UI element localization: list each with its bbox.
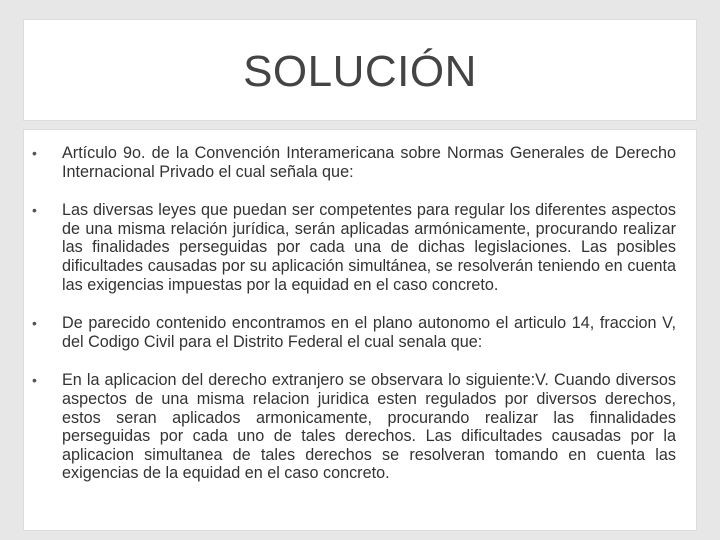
bullet-icon: • <box>32 202 37 219</box>
bullet-list <box>24 144 696 483</box>
bullet-icon: • <box>32 145 37 161</box>
bullet-text: Artículo 9o. de la Convención Interamericana sobre Normas Generales de Derecho Internacional Privado el cual señala que: <box>62 144 676 181</box>
bullet-item <box>24 371 696 483</box>
bullet-text: En la aplicacion del derecho extranjero se observara lo siguiente:V. Cuando diversos aspectos de una misma relacion juridica esten regulados por diversos derechos, estos seran aplicados armonicamente, procurando realizar las finnalidades perseguidas por cada uno de tales derechos. Las dificultades causadas por la aplicacion simultanea de tales derechos se resolveran tomando en cuenta las exigencias de la equidad en el caso concreto. <box>62 371 676 483</box>
bullet-text: De parecido contenido encontramos en el plano autonomo el articulo 14, fraccion V, del Codigo Civil para el Distrito Federal el cual senala que: <box>62 314 676 351</box>
bullet-item <box>24 144 696 181</box>
slide-title: SOLUCIÓN <box>243 47 477 96</box>
bullet-item <box>24 201 696 294</box>
bullet-item <box>24 314 696 351</box>
bullet-icon: • <box>32 315 37 332</box>
content-panel <box>24 130 696 530</box>
bullet-text: Las diversas leyes que puedan ser competentes para regular los diferentes aspectos de una misma relación jurídica, serán aplicadas armónicamente, procurando realizar las finalidades perseguidas por cada una de dichas legislaciones. Las posibles dificultades causadas por su aplicación simultánea, se resolverán teniendo en cuenta las exigencias impuestas por la equidad en el caso concreto. <box>62 201 676 294</box>
bullet-icon: • <box>32 372 37 389</box>
